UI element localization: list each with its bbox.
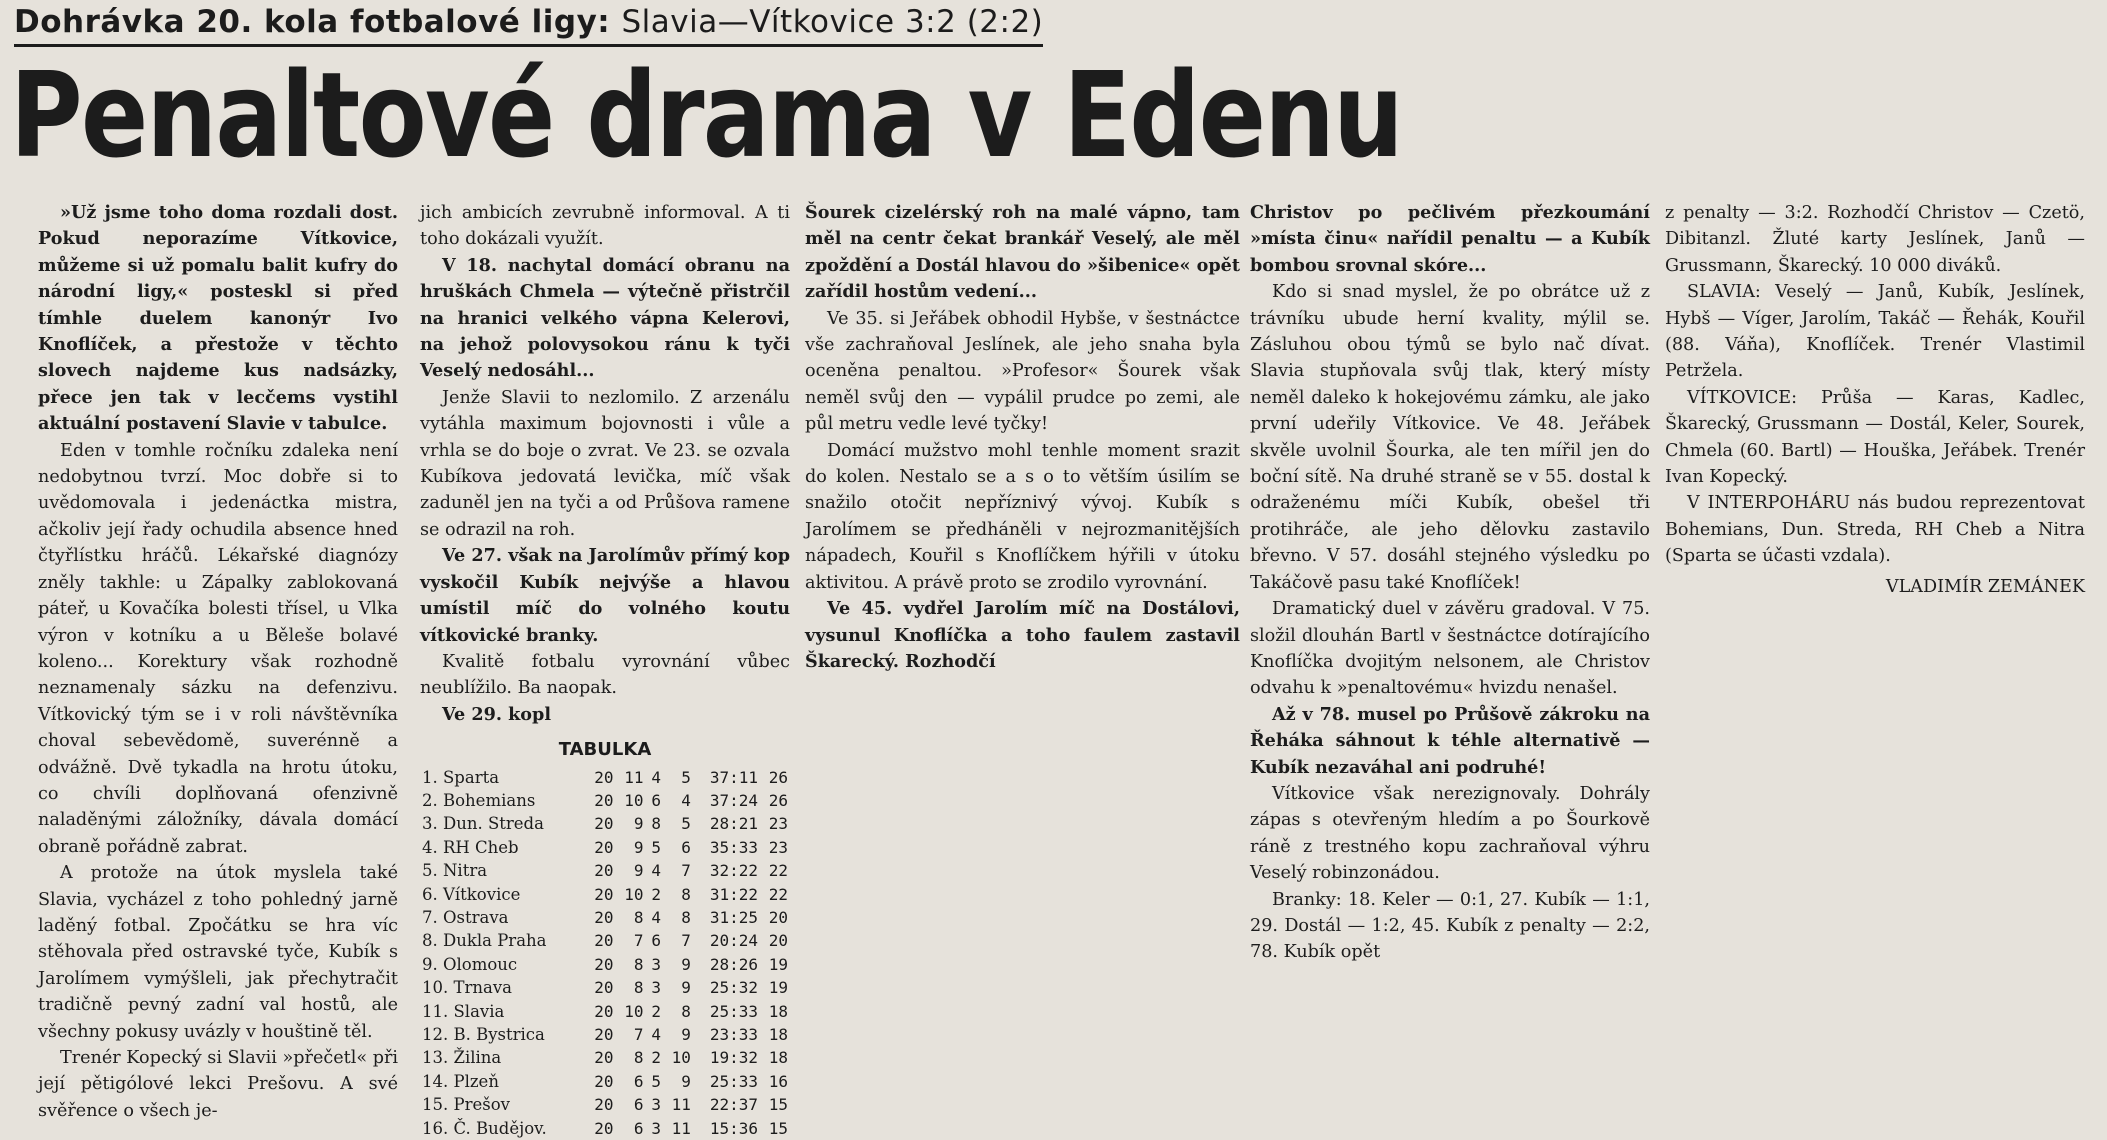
table-row: [420, 976, 790, 999]
table-cell: 10: [624, 1001, 644, 1021]
table-cell: 3: [651, 1095, 661, 1115]
paragraph: Christov po pečlivém přezkoumání »místa činu« nařídil penaltu — a Kubík bombou srovnal skóre...: [1250, 202, 1650, 276]
table-cell: 16: [768, 1071, 788, 1091]
table-cell: 8: [681, 884, 691, 904]
paragraph: Kvalitě fotbalu vyrovnání vůbec neublížilo. Ba naopak.: [420, 651, 790, 699]
paragraph: Ve 27. však na Jarolímův přímý kop vyskočil Kubík nejvýše a hlavou umístil míč do volného koutu vítkovické branky.: [420, 545, 790, 646]
table-cell: 4: [651, 767, 661, 787]
paragraph: Eden v tomhle ročníku zdaleka není nedobytnou tvrzí. Moc dobře si to uvědomovala i jedenáctka mistra, ačkoliv její řady ochudila absence hned čtyřlístku hráčů. Lékařské diagnózy zněly takhle: u Zápalky zablokovaná páteř, u Kovačíka bolesti třísel, u Vlka výron v kotníku a u Běleše bolavé koleno... Korektury však rozhodně neznamenaly sázku na defenzivu. Vítkovický tým se i v roli návštěvníka choval sebevědomě, suverénně a odvážně. Dvě tykadla na hrotu útoku, co chvíli doplňovaná ofenzivně naladěnými záložníky, dávala domácí obraně pořádně zabrat.: [38, 440, 398, 857]
table-cell: 6: [633, 1095, 644, 1115]
table-row: [420, 789, 790, 812]
table-row: [420, 859, 790, 882]
table-cell: 10: [624, 884, 644, 904]
table-row: [420, 906, 790, 929]
table-cell: 23:33: [709, 1025, 759, 1044]
table-cell: 8: [633, 1048, 644, 1068]
table-cell: 5: [651, 1071, 661, 1091]
table-cell: 6: [633, 1071, 644, 1091]
table-cell: 20: [594, 1001, 614, 1021]
table-cell: 4: [651, 1025, 661, 1044]
table-cell: 18: [768, 1001, 788, 1021]
kicker-score: Slavia—Vítkovice 3:2 (2:2): [621, 4, 1044, 40]
paragraph: Šourek cizelérský roh na malé vápno, tam měl na centr čekat brankář Veselý, ale měl zpoždění a Dostál hlavou do »šibenice« opět zařídil hostům vedení...: [805, 202, 1240, 303]
table-cell: 20: [594, 1071, 614, 1091]
author-signature: VLADIMÍR ZEMÁNEK: [1885, 576, 2085, 597]
table-cell: 20: [594, 931, 614, 951]
table-row: [420, 812, 790, 835]
table-cell: 37:24: [709, 790, 759, 810]
table-cell: 25:32: [709, 978, 759, 998]
table-cell: 25:33: [709, 1071, 759, 1091]
team-name: 2. Bohemians: [422, 790, 536, 810]
table-cell: 18: [768, 1025, 788, 1044]
table-cell: 11: [671, 1095, 691, 1115]
table-cell: 28:26: [709, 954, 759, 974]
table-cell: 2: [651, 1048, 661, 1068]
table-cell: 10: [671, 1048, 691, 1068]
team-name: 6. Vítkovice: [422, 884, 521, 904]
table-cell: 9: [681, 978, 691, 998]
team-name: 15. Prešov: [422, 1095, 510, 1115]
table-cell: 20: [594, 861, 614, 881]
table-cell: 11: [671, 1118, 691, 1138]
table-cell: 6: [633, 1118, 644, 1138]
team-name: 16. Č. Budějov.: [422, 1118, 547, 1138]
table-cell: 22: [768, 884, 788, 904]
table-cell: 9: [633, 814, 644, 834]
paragraph: Ve 45. vydřel Jarolím míč na Dostálovi, vysunul Knoflíčka a toho faulem zastavil Škarecký. Rozhodčí: [805, 598, 1240, 672]
table-cell: 20:24: [709, 931, 759, 951]
table-cell: 25:33: [709, 1001, 759, 1021]
paragraph: SLAVIA: Veselý — Janů, Kubík, Jeslínek, Hybš — Víger, Jarolím, Takáč — Řehák, Kouřil (88. Váňa), Knoflíček. Trenér Vlastimil Petržela.: [1665, 282, 2085, 382]
table-cell: 20: [594, 790, 614, 810]
paragraph: VÍTKOVICE: Průša — Karas, Kadlec, Škarecký, Grussmann — Dostál, Keler, Sourek, Chmela (60. Bartl) — Houška, Jeřábek. Trenér Ivan Kopecký.: [1665, 387, 2085, 488]
table-row: [420, 953, 790, 976]
league-table-grid: [420, 766, 790, 1140]
table-cell: 8: [681, 1001, 691, 1021]
table-cell: 6: [681, 837, 691, 857]
column-4: [1250, 200, 1650, 966]
paragraph: Domácí mužstvo mohl tenhle moment srazit do kolen. Nestalo se a s o to větším úsilím se snažilo otočit nepříznivý vývoj. Kubík s Jarolímem se předháněli v nejrozmanitějších nápadech, Kouřil s Knoflíčkem hýřili v útoku aktivitou. A právě proto se zrodilo vyrovnání.: [805, 440, 1240, 593]
table-cell: 5: [681, 814, 691, 834]
table-cell: 20: [594, 1095, 614, 1115]
table-cell: 23: [768, 814, 788, 834]
column-5: [1665, 200, 2085, 600]
table-cell: 19: [768, 954, 788, 974]
table-cell: 2: [651, 884, 661, 904]
table-cell: 20: [594, 1118, 614, 1138]
table-cell: 20: [594, 814, 614, 834]
table-row: [420, 883, 790, 906]
table-cell: 8: [633, 954, 644, 974]
table-cell: 35:33: [709, 837, 759, 857]
column-2: [420, 200, 790, 1140]
table-row: [420, 1070, 790, 1093]
table-cell: 15: [768, 1095, 788, 1115]
table-cell: 3: [651, 954, 661, 974]
table-cell: 20: [594, 978, 614, 998]
team-name: 4. RH Cheb: [422, 837, 519, 857]
paragraph: V INTERPOHÁRU nás budou reprezentovat Bohemians, Dun. Streda, RH Cheb a Nitra (Sparta se účasti vzdala).: [1665, 493, 2085, 567]
table-cell: 2: [651, 1001, 661, 1021]
team-name: 3. Dun. Streda: [422, 814, 544, 834]
paragraph: Vítkovice však nerezignovaly. Dohrály zápas s otevřeným hledím a po Šourkově ráně z trestného kopu zachraňoval výhru Veselý robinzonádou.: [1250, 783, 1650, 884]
table-cell: 4: [651, 861, 661, 881]
table-cell: 8: [681, 907, 691, 927]
paragraph: Až v 78. musel po Průšově zákroku na Řeháka sáhnout k téhle alternativě — Kubík nezaváhal ani podruhé!: [1250, 703, 1650, 778]
table-cell: 19: [768, 978, 788, 998]
paragraph: Ve 29. kopl: [442, 703, 551, 725]
table-cell: 32:22: [709, 861, 759, 881]
table-cell: 20: [594, 1025, 614, 1044]
table-row: [420, 1000, 790, 1023]
table-row: [420, 929, 790, 952]
kicker-bold: Dohrávka 20. kola fotbalové ligy:: [14, 4, 611, 40]
table-cell: 23: [768, 837, 788, 857]
headline: Penaltové drama v Edenu: [10, 46, 1403, 184]
table-cell: 20: [594, 884, 614, 904]
team-name: 8. Dukla Praha: [422, 931, 547, 951]
table-cell: 7: [633, 1025, 644, 1044]
team-name: 5. Nitra: [422, 861, 488, 881]
paragraph: A protože na útok myslela také Slavia, vycházel z toho pohledný jarně laděný fotbal. Zpočátku se hra víc stěhovala před ostravské tyče, Kubík s Jarolímem vymýšleli, jak přechytračit tradičně pevný zadní val hostů, ale všechny pokusy uvázly v houštině těl.: [38, 863, 398, 1042]
table-cell: 20: [594, 837, 614, 857]
column-1: [38, 200, 398, 1124]
table-cell: 10: [624, 790, 644, 810]
table-cell: 20: [594, 1048, 614, 1068]
table-cell: 20: [594, 907, 614, 927]
table-cell: 26: [768, 790, 788, 810]
table-cell: 9: [681, 1071, 691, 1091]
table-cell: 4: [651, 907, 661, 927]
table-cell: 6: [651, 931, 661, 951]
paragraph: jich ambicích zevrubně informoval. A ti toho dokázali využít.: [420, 203, 790, 250]
team-name: 7. Ostrava: [422, 907, 509, 927]
team-name: 1. Sparta: [422, 767, 500, 787]
paragraph: V 18. nachytal domácí obranu na hruškách Chmela — výtečně přistrčil na hranici velkého vápna Kelerovi, na jehož polovysokou ránu k tyči Veselý nedosáhl...: [420, 254, 790, 382]
league-table: [420, 738, 790, 1140]
paragraph: z penalty — 3:2. Rozhodčí Christov — Czetö, Dibitanzl. Žluté karty Jeslínek, Janů — Grussmann, Škarecký. 10 000 diváků.: [1665, 203, 2085, 276]
table-cell: 37:11: [709, 767, 759, 787]
table-cell: 7: [681, 861, 691, 881]
team-name: 12. B. Bystrica: [422, 1025, 545, 1044]
table-cell: 8: [633, 907, 644, 927]
table-cell: 20: [768, 931, 788, 951]
table-cell: 8: [651, 814, 661, 834]
table-row: [420, 766, 790, 789]
table-row: [420, 1046, 790, 1069]
table-cell: 15: [768, 1118, 788, 1138]
team-name: 13. Žilina: [422, 1048, 502, 1068]
table-cell: 9: [681, 954, 691, 974]
table-row: [420, 836, 790, 859]
table-cell: 5: [681, 767, 691, 787]
table-cell: 9: [681, 1025, 691, 1044]
table-cell: 11: [624, 767, 644, 787]
kicker-line: [14, 4, 1043, 47]
paragraph: Ve 35. si Jeřábek obhodil Hybše, v šestnáctce vše zachraňoval Jeslínek, ale jeho snaha byla oceněna penaltou. »Profesor« Šourek však neměl svůj den — vypálil prudce po zemi, ale půl metru vedle levé tyčky!: [805, 308, 1240, 435]
team-name: 10. Trnava: [422, 978, 513, 998]
table-cell: 18: [768, 1048, 788, 1068]
table-cell: 9: [633, 861, 644, 881]
table-cell: 7: [633, 931, 644, 951]
paragraph: Jenže Slavii to nezlomilo. Z arzenálu vytáhla maximum bojovnosti i vůle a vrhla se do boje o zvrat. Ve 23. se ozvala Kubíkova jedovatá levička, míč však zaduněl jen na tyči a od Průšova ramene se odrazil na roh.: [420, 387, 790, 540]
paragraph: Branky: 18. Keler — 0:1, 27. Kubík — 1:1, 29. Dostál — 1:2, 45. Kubík z penalty — 2:2, 78. Kubík opět: [1250, 889, 1650, 963]
table-cell: 6: [651, 790, 661, 810]
table-cell: 20: [768, 907, 788, 927]
table-cell: 20: [594, 767, 614, 787]
table-cell: 3: [651, 978, 661, 998]
table-row: [420, 1117, 790, 1140]
table-cell: 8: [633, 978, 644, 998]
column-3: [805, 200, 1240, 675]
table-cell: 22: [768, 861, 788, 881]
table-cell: 4: [681, 790, 691, 810]
table-cell: 22:37: [709, 1095, 759, 1115]
table-cell: 31:25: [709, 907, 759, 927]
table-cell: 5: [651, 837, 661, 857]
table-cell: 19:32: [709, 1048, 759, 1068]
paragraph: Kdo si snad myslel, že po obrátce už z trávníku ubude herní kvality, mýlil se. Zásluhou obou týmů se bylo nač dívat. Slavia stupňovala svůj tlak, který místy neměl daleko k hokejovému zámku, ale jako první udeřily Vítkovice. Ve 48. Jeřábek skvěle uvolnil Šourka, ale ten mířil jen do boční sítě. Na druhé straně se v 55. dostal k odraženému míči Kubík, obešel tři protihráče, ale jeho dělovku zastavilo břevno. V 57. dosáhl stejného výsledku po Takáčově pasu také Knoflíček!: [1250, 282, 1650, 593]
table-cell: 7: [681, 931, 691, 951]
team-name: 11. Slavia: [422, 1001, 505, 1021]
table-cell: 20: [594, 954, 614, 974]
paragraph: Trenér Kopecký si Slavii »přečetl« při její pětigólové lekci Prešovu. A své svěřence o všech je-: [38, 1048, 398, 1121]
table-cell: 15:36: [709, 1118, 759, 1138]
paragraph: Dramatický duel v závěru gradoval. V 75. složil dlouhán Bartl v šestnáctce dotírajícího Knoflíčka dvojitým nelsonem, ale Christov odvahu k »penaltovému« hvizdu nenašel.: [1250, 599, 1650, 699]
table-cell: 3: [651, 1118, 661, 1138]
team-name: 14. Plzeň: [422, 1071, 499, 1091]
table-row: [420, 1023, 790, 1046]
team-name: 9. Olomouc: [422, 954, 518, 974]
table-cell: 26: [768, 767, 788, 787]
league-table-title: TABULKA: [558, 739, 652, 761]
table-cell: 9: [633, 837, 644, 857]
table-row: [420, 1093, 790, 1116]
table-cell: 31:22: [709, 884, 759, 904]
paragraph: »Už jsme toho doma rozdali dost. Pokud neporazíme Vítkovice, můžeme si už pomalu balit kufry do národní ligy,« posteskl si před tímhle duelem kanonýr Ivo Knoflíček, a přestože v těchto slovech najdeme kus nadsázky, přece jen tak v lecčems vystihl aktuální postavení Slavie v tabulce.: [38, 202, 398, 435]
table-cell: 28:21: [709, 814, 759, 834]
